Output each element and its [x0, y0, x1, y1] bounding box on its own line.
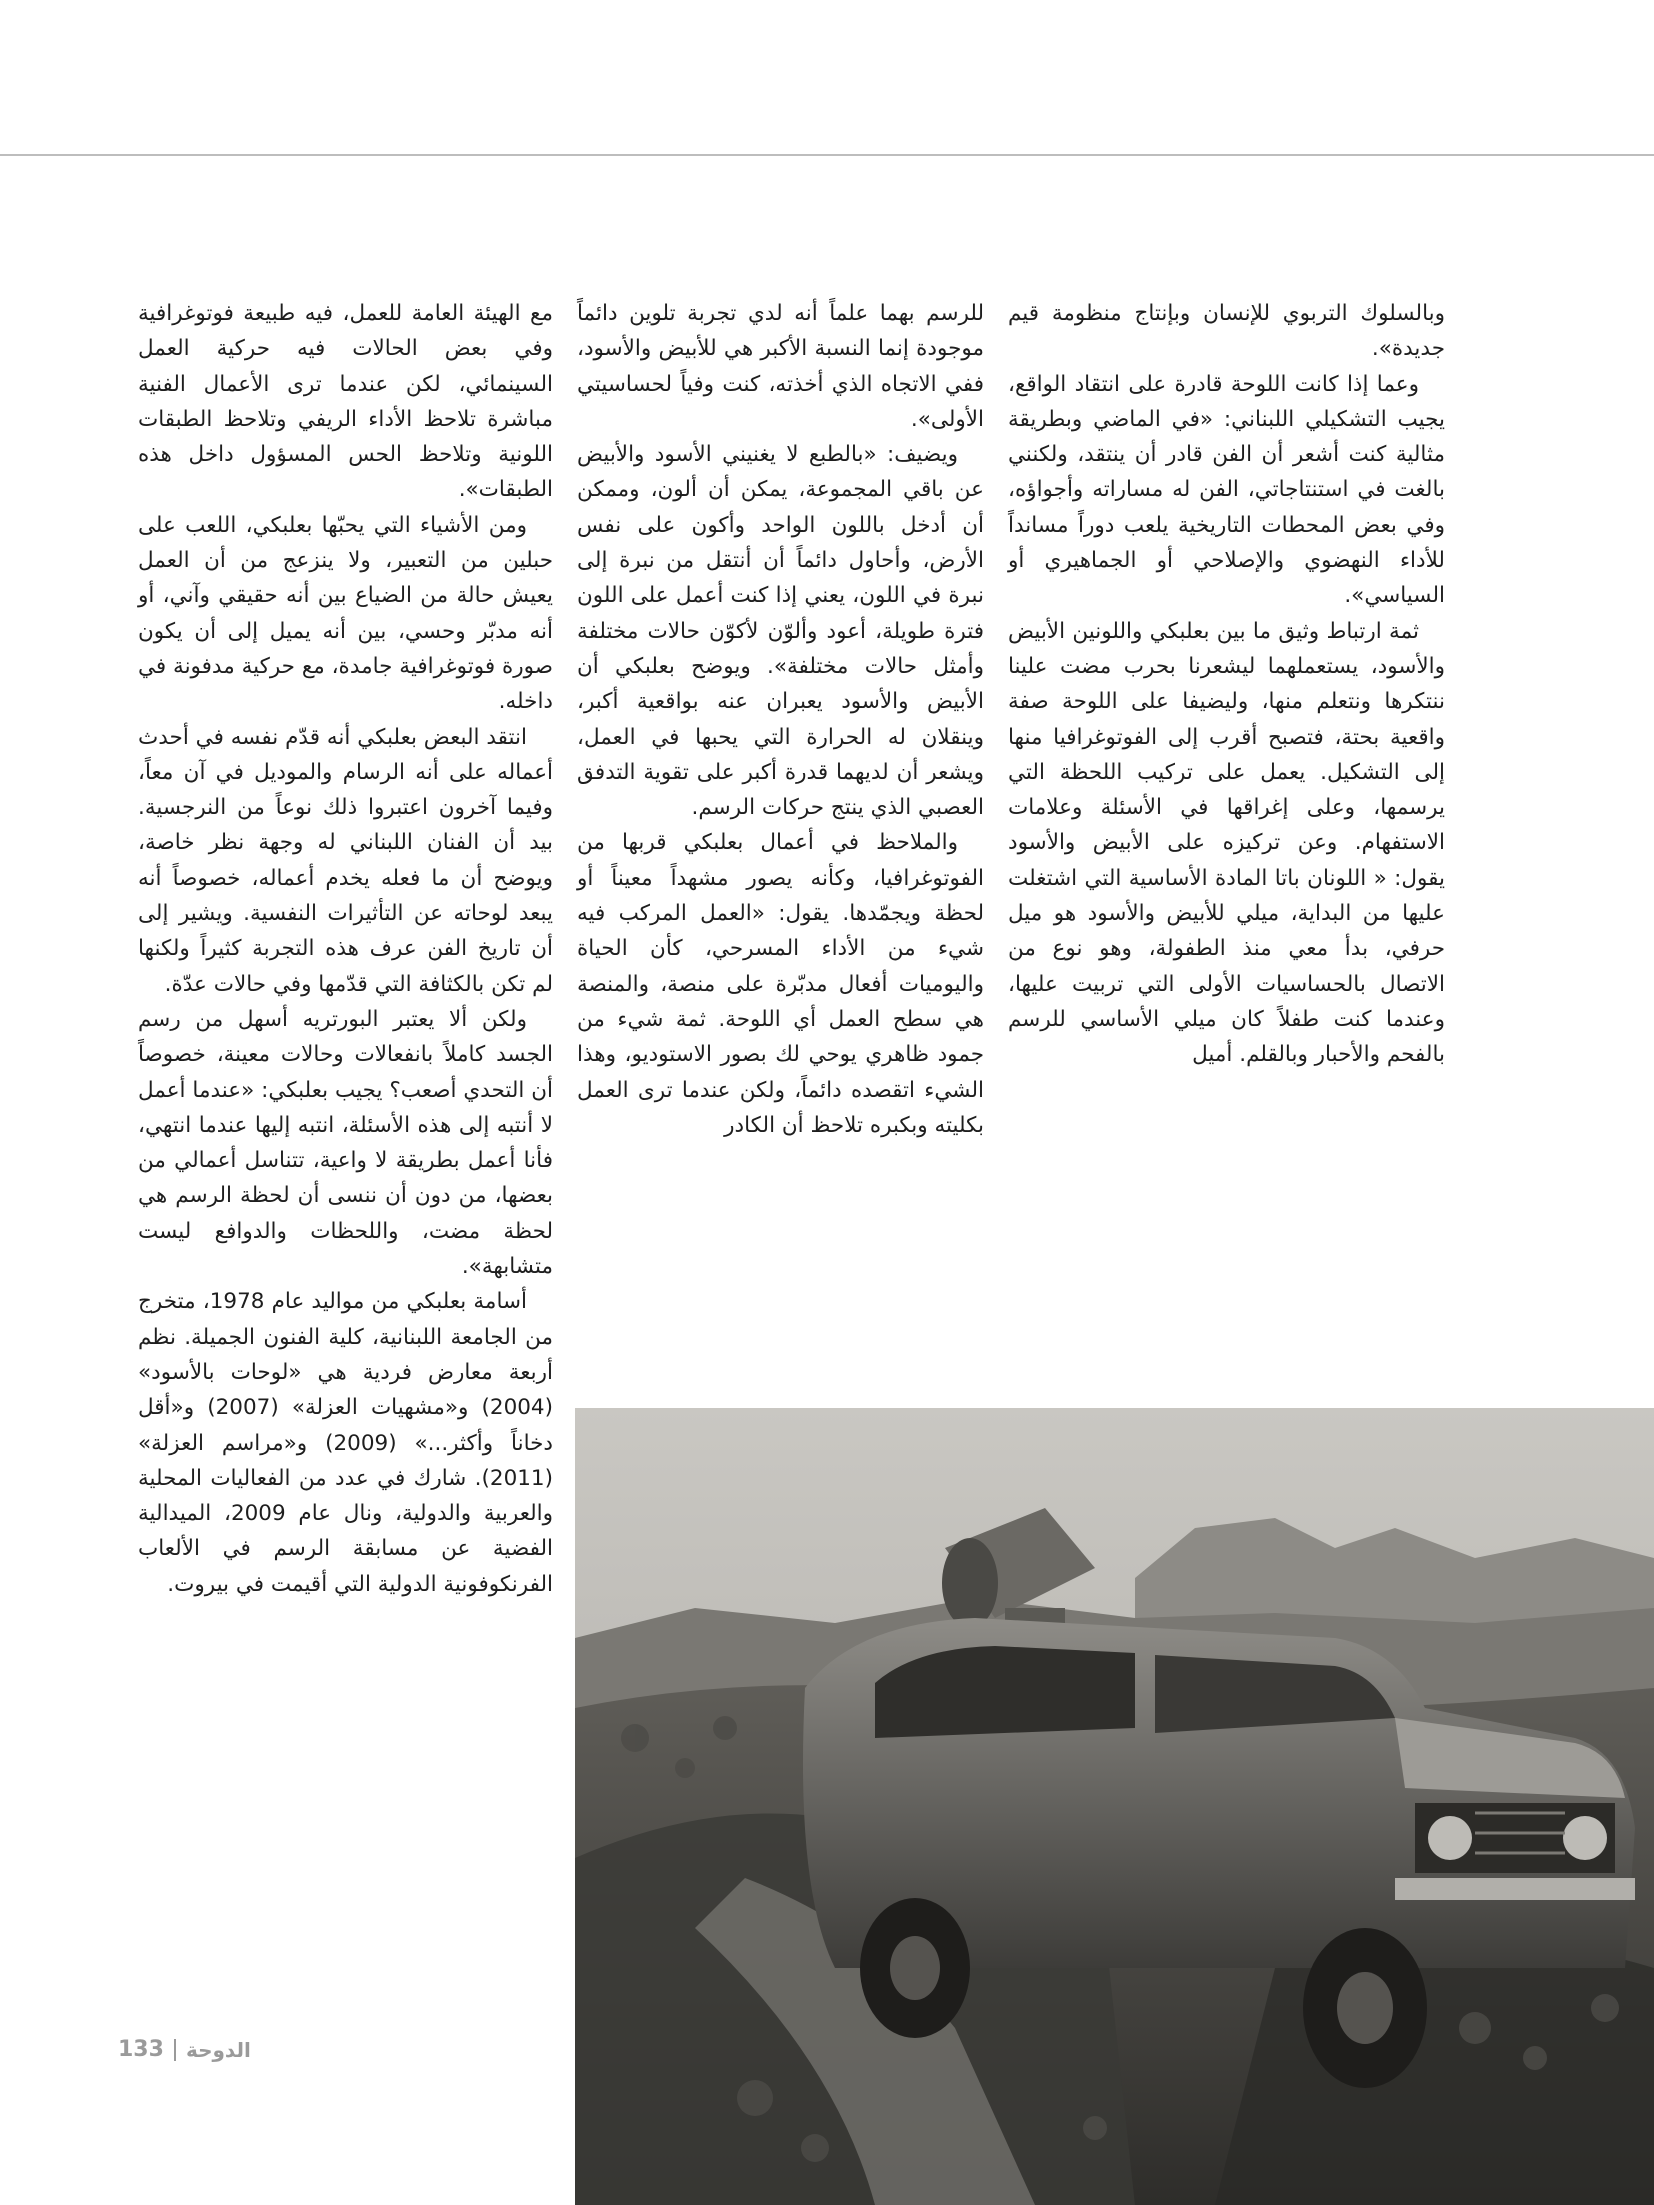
- paragraph: والملاحظ في أعمال بعلبكي قربها من الفوتوغرافيا، وكأنه يصور مشهداً معيناً أو لحظة ويجمّدها. يقول: «العمل المركب فيه شيء من الأداء المسرحي، كأن الحياة واليوميات أفعال مدبّرة على منصة، والمنصة هي سطح العمل أي اللوحة. ثمة شيء من جمود ظاهري يوحي لك بصور الاستوديو، وهذا الشيء اتقصده دائماً، ولكن عندما ترى العمل بكليته وبكبره تلاحظ أن الكادر: [577, 830, 984, 1138]
- paragraph: وبالسلوك التربوي للإنسان وبإنتاج منظومة قيم جديدة».: [1008, 301, 1445, 362]
- footer-divider: [174, 2039, 176, 2061]
- article-column-middle: [577, 296, 984, 1143]
- paragraph: ولكن ألا يعتبر البورتريه أسهل من رسم الجسد كاملاً بانفعالات وحالات معينة، خصوصاً أن التحدي أصعب؟ يجيب بعلبكي: «عندما أعمل لا أنتبه إلى هذه الأسئلة، انتبه إليها عندما انتهي، فأنا أعمل بطريقة لا واعية، تتناسل أعمالي من بعضها، من دون أن ننسى أن لحظة الرسم هي لحظة مضت، واللحظات والدوافع ليست متشابهة».: [138, 1006, 553, 1280]
- article-column-right: [1008, 296, 1445, 1073]
- paragraph: ومن الأشياء التي يحبّها بعلبكي، اللعب على حبلين من التعبير، ولا ينزعج من أن العمل يعيش حالة من الضياع بين أنه حقيقي وآني، أو أنه مدبّر وحسي، بين أنه يميل إلى أن يكون صورة فوتوغرافية جامدة، مع حركية مدفونة في داخله.: [138, 512, 553, 715]
- magazine-name: الدوحة: [185, 2037, 251, 2062]
- paragraph: أسامة بعلبكي من مواليد عام 1978، متخرج من الجامعة اللبنانية، كلية الفنون الجميلة. نظم أربعة معارض فردية هي «لوحات بالأسود» (2004) و«مشهيات العزلة» (2007) و«أقل دخاناً وأكثر...» (2009) و«مراسم العزلة» (2011). شارك في عدد من الفعاليات المحلية والعربية والدولية، ونال عام 2009، الميدالية الفضية عن مسابقة الرسم في الألعاب الفرنكوفونية الدولية التي أقيمت في بيروت.: [138, 1289, 553, 1597]
- painting-image: [575, 1408, 1654, 2205]
- page-footer: [118, 2037, 251, 2062]
- article-column-left: [138, 296, 553, 1602]
- paragraph: وعما إذا كانت اللوحة قادرة على انتقاد الواقع، يجيب التشكيلي اللبناني: «في الماضي وبطريقة مثالية كنت أشعر أن الفن قادر أن ينتقد، ولكنني بالغت في استنتاجاتي، الفن له مساراته وأجواؤه، وفي بعض المحطات التاريخية يلعب دوراً مسانداً للأداء النهضوي والإصلاحي أو الجماهيري أو السياسي».: [1008, 371, 1445, 609]
- page-number: 133: [118, 2037, 164, 2062]
- paragraph: للرسم بهما علماً أنه لدي تجربة تلوين دائماً موجودة إنما النسبة الأكبر هي للأبيض والأسود، ففي الاتجاه الذي أخذته، كنت وفياً لحساسيتي الأولى».: [577, 301, 984, 432]
- paragraph: ثمة ارتباط وثيق ما بين بعلبكي واللونين الأبيض والأسود، يستعملهما ليشعرنا بحرب مضت علينا ننتكرها ونتعلم منها، وليضيفا على اللوحة صفة واقعية بحتة، فتصبح أقرب إلى الفوتوغرافيا منها إلى التشكيل. يعمل على تركيب اللحظة التي يرسمها، وعلى إغراقها في الأسئلة وعلامات الاستفهام. وعن تركيزه على الأبيض والأسود يقول: « اللونان باتا المادة الأساسية التي اشتغلت عليها من البداية، ميلي للأبيض والأسود هو ميل حرفي، بدأ معي منذ الطفولة، وهو نوع من الاتصال بالحساسيات الأولى التي تربيت عليها، وعندما كنت طفلاً كان ميلي الأساسي للرسم بالفحم والأحبار وبالقلم. أميل: [1008, 618, 1445, 1068]
- painting-illustration: [575, 1408, 1654, 2205]
- header-rule: [0, 154, 1654, 156]
- paragraph: انتقد البعض بعلبكي أنه قدّم نفسه في أحدث أعماله على أنه الرسام والموديل في آن معاً، وفيما آخرون اعتبروا ذلك نوعاً من النرجسية. بيد أن الفنان اللبناني له وجهة نظر خاصة، ويوضح أن ما فعله يخدم أعماله، خصوصاً أنه يبعد لوحاته عن التأثيرات النفسية. ويشير إلى أن تاريخ الفن عرف هذه التجربة كثيراً ولكنها لم تكن بالكثافة التي قدّمها وفي حالات عدّة.: [138, 724, 553, 997]
- paragraph: ويضيف: «بالطبع لا يغنيني الأسود والأبيض عن باقي المجموعة، يمكن أن ألون، وممكن أن أدخل باللون الواحد وأكون على نفس الأرض، وأحاول دائماً أن أنتقل من نبرة إلى نبرة في اللون، يعني إذا كنت أعمل على اللون فترة طويلة، أعود وألوّن لأكوّن حالات مختلفة وأمثل حالات مختلفة». ويوضح بعلبكي أن الأبيض والأسود يعبران عنه بواقعية أكبر، وينقلان له الحرارة التي يحبها في العمل، ويشعر أن لديهما قدرة أكبر على تقوية التدفق العصبي الذي ينتج حركات الرسم.: [577, 442, 984, 821]
- paragraph: مع الهيئة العامة للعمل، فيه طبيعة فوتوغرافية وفي بعض الحالات فيه حركية العمل السينمائي، لكن عندما ترى الأعمال الفنية مباشرة تلاحظ الأداء الريفي وتلاحظ الطبقات اللونية وتلاحظ الحس المسؤول داخل هذه الطبقات».: [138, 301, 553, 503]
